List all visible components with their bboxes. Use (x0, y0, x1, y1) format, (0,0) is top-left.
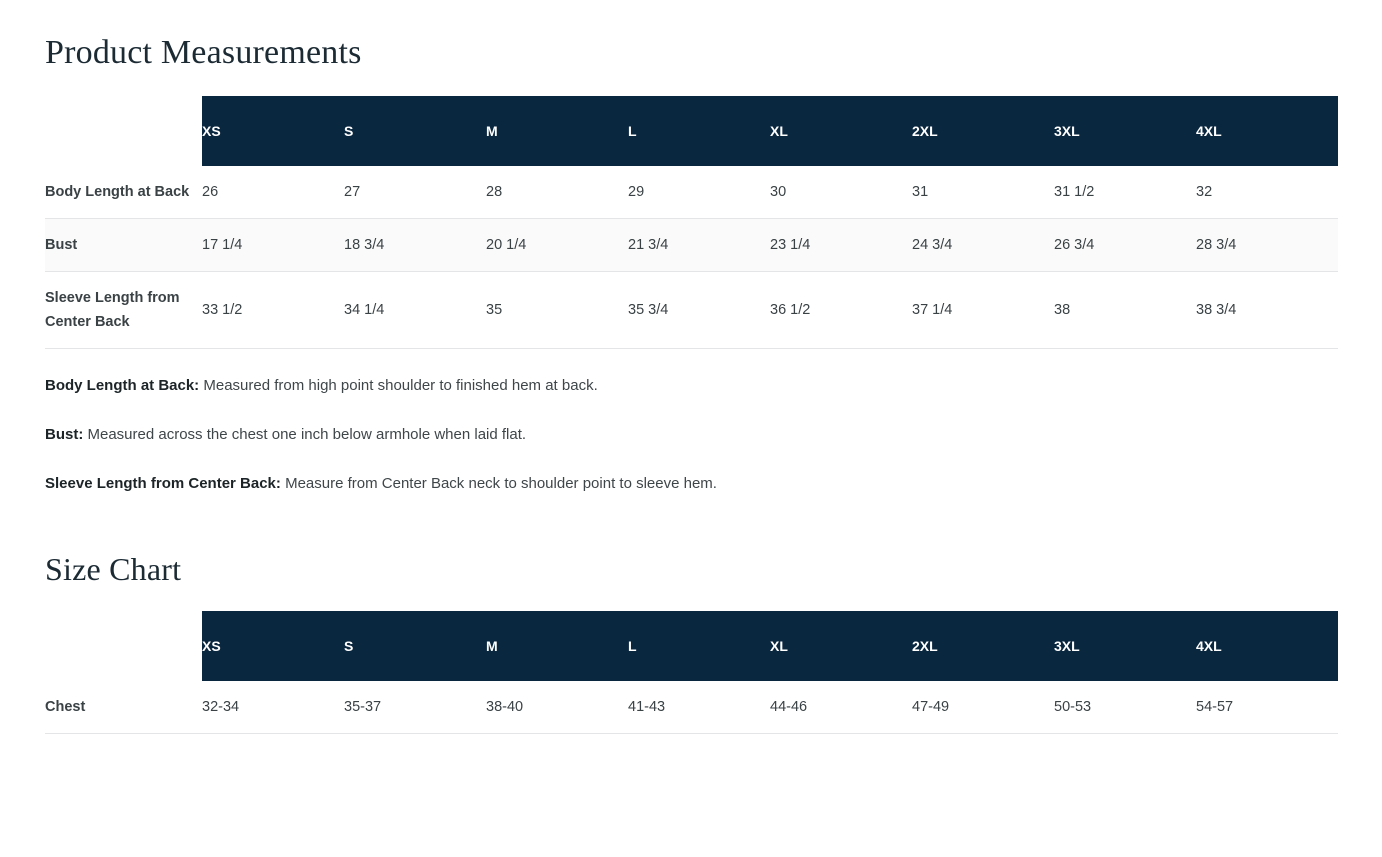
cell-sleeve-xs: 33 1/2 (202, 272, 344, 349)
cell-body-length-xl: 30 (770, 166, 912, 219)
measurements-col-m: M (486, 96, 628, 166)
cell-body-length-2xl: 31 (912, 166, 1054, 219)
note-text-sleeve-length: Measure from Center Back neck to shoulder point to sleeve hem. (280, 475, 717, 492)
measurements-col-4xl: 4XL (1196, 96, 1338, 166)
table-row (45, 272, 1338, 349)
size-chart-col-m: M (486, 611, 628, 681)
cell-bust-xl: 23 1/4 (770, 219, 912, 272)
size-chart-section (45, 611, 1337, 734)
size-chart-col-s: S (344, 611, 486, 681)
note-text-body-length: Measured from high point shoulder to finished hem at back. (199, 377, 598, 394)
note-sleeve-length (45, 473, 1337, 495)
cell-sleeve-m: 35 (486, 272, 628, 349)
cell-bust-m: 20 1/4 (486, 219, 628, 272)
table-row (45, 681, 1338, 734)
measurements-table-body (45, 166, 1338, 349)
cell-body-length-s: 27 (344, 166, 486, 219)
note-term-sleeve-length: Sleeve Length from Center Back: (45, 475, 281, 492)
row-label-bust: Bust (45, 219, 202, 272)
measurements-col-xs: XS (202, 96, 344, 166)
cell-chest-xs: 32-34 (202, 681, 344, 734)
table-header-row (45, 96, 1338, 166)
page-title: Product Measurements (45, 34, 362, 71)
note-body-length (45, 375, 1337, 397)
cell-sleeve-xl: 36 1/2 (770, 272, 912, 349)
cell-body-length-m: 28 (486, 166, 628, 219)
size-chart-header-corner (45, 611, 202, 681)
row-label-sleeve-length: Sleeve Length from Center Back (45, 272, 202, 349)
cell-chest-2xl: 47-49 (912, 681, 1054, 734)
cell-bust-3xl: 26 3/4 (1054, 219, 1196, 272)
size-chart-col-3xl: 3XL (1054, 611, 1196, 681)
measurements-col-xl: XL (770, 96, 912, 166)
size-chart-col-2xl: 2XL (912, 611, 1054, 681)
cell-chest-xl: 44-46 (770, 681, 912, 734)
cell-chest-4xl: 54-57 (1196, 681, 1338, 734)
cell-chest-3xl: 50-53 (1054, 681, 1196, 734)
table-header-row (45, 611, 1338, 681)
measurements-table-header (45, 96, 1338, 166)
measurements-col-2xl: 2XL (912, 96, 1054, 166)
size-chart-col-xs: XS (202, 611, 344, 681)
note-text-bust: Measured across the chest one inch below armhole when laid flat. (83, 426, 527, 443)
cell-chest-l: 41-43 (628, 681, 770, 734)
cell-body-length-xs: 26 (202, 166, 344, 219)
row-label-body-length: Body Length at Back (45, 166, 202, 219)
note-bust (45, 424, 1337, 446)
cell-bust-xs: 17 1/4 (202, 219, 344, 272)
size-chart-col-xl: XL (770, 611, 912, 681)
cell-bust-s: 18 3/4 (344, 219, 486, 272)
measurements-header-corner (45, 96, 202, 166)
cell-sleeve-l: 35 3/4 (628, 272, 770, 349)
size-chart-table-header (45, 611, 1338, 681)
cell-bust-4xl: 28 3/4 (1196, 219, 1338, 272)
cell-sleeve-4xl: 38 3/4 (1196, 272, 1338, 349)
product-measurements-table (45, 96, 1338, 349)
measurement-notes (45, 375, 1337, 495)
cell-sleeve-2xl: 37 1/4 (912, 272, 1054, 349)
note-term-body-length: Body Length at Back: (45, 377, 200, 394)
size-chart-title: Size Chart (45, 551, 182, 587)
cell-body-length-3xl: 31 1/2 (1054, 166, 1196, 219)
size-chart-col-4xl: 4XL (1196, 611, 1338, 681)
cell-body-length-l: 29 (628, 166, 770, 219)
cell-body-length-4xl: 32 (1196, 166, 1338, 219)
size-chart-table (45, 611, 1338, 734)
cell-chest-m: 38-40 (486, 681, 628, 734)
measurements-col-s: S (344, 96, 486, 166)
note-term-bust: Bust: (45, 426, 84, 443)
measurements-col-l: L (628, 96, 770, 166)
cell-bust-2xl: 24 3/4 (912, 219, 1054, 272)
measurements-col-3xl: 3XL (1054, 96, 1196, 166)
cell-sleeve-3xl: 38 (1054, 272, 1196, 349)
cell-sleeve-s: 34 1/4 (344, 272, 486, 349)
cell-chest-s: 35-37 (344, 681, 486, 734)
table-row (45, 166, 1338, 219)
cell-bust-l: 21 3/4 (628, 219, 770, 272)
size-chart-col-l: L (628, 611, 770, 681)
table-row (45, 219, 1338, 272)
row-label-chest: Chest (45, 681, 202, 734)
size-chart-table-body (45, 681, 1338, 734)
